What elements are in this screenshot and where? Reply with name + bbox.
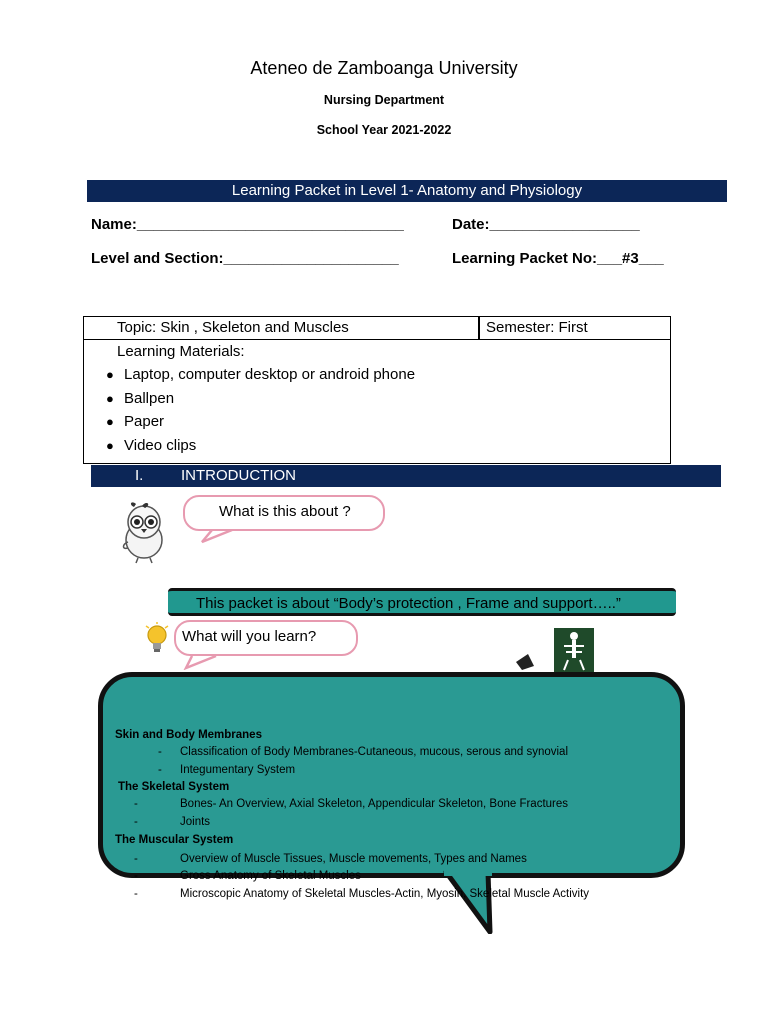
topic-info-table [83, 316, 671, 464]
material-item: Video clips [124, 436, 197, 454]
list-item [106, 387, 415, 411]
lightbulb-icon [144, 622, 170, 656]
semester-label: Semester: First [486, 319, 588, 336]
topic-row [84, 317, 670, 340]
packet-number-field: Learning Packet No:___#3___ [452, 250, 664, 267]
outline-item: Classification of Body Membranes-Cutaneous, mucous, serous and synovial [180, 746, 568, 758]
material-item: Paper [124, 413, 165, 430]
what-about-bubble [183, 495, 385, 531]
learning-materials-label: Learning Materials: [117, 343, 245, 360]
school-year: School Year 2021-2022 [316, 123, 452, 137]
what-learn-bubble [174, 620, 358, 656]
skin-title: Skin and Body Membranes [115, 729, 262, 741]
list-item [106, 434, 415, 458]
table-divider [478, 317, 480, 339]
dash-icon: - [134, 870, 138, 882]
outline-item: Bones- An Overview, Axial Skeleton, Appendicular Skeleton, Bone Fractures [180, 798, 569, 810]
department-name: Nursing Department [323, 93, 445, 107]
box-tail-icon [440, 868, 500, 934]
bullet-icon: ● [106, 414, 114, 429]
outline-item: Overview of Muscle Tissues, Muscle movements, Types and Names [180, 853, 527, 865]
outline-item: Microscopic Anatomy of Skeletal Muscles-Actin, Myosin, Skeletal Muscle Activity [180, 888, 590, 900]
list-item [106, 363, 415, 387]
material-item: Laptop, computer desktop or android phone [124, 366, 416, 383]
dash-icon: - [134, 853, 138, 865]
banner-text: This packet is about “Body’s protection , Frame and support…..” [196, 595, 621, 612]
university-name: Ateneo de Zamboanga University [250, 58, 518, 78]
list-item [106, 410, 415, 434]
outline-item: Gross Anatomy of Skeletal Muscles [180, 870, 361, 882]
packet-title-bar: Learning Packet in Level 1- Anatomy and Physiology [87, 180, 727, 202]
bullet-icon: ● [106, 437, 114, 453]
topic-label: Topic: Skin , Skeleton and Muscles [117, 319, 349, 336]
section-number: I. [135, 467, 144, 484]
packet-about-banner [168, 588, 676, 616]
bullet-icon: ● [106, 367, 114, 382]
what-learn-text: What will you learn? [182, 628, 317, 645]
bullet-icon: ● [106, 390, 114, 406]
material-item: Ballpen [124, 389, 175, 407]
name-field: Name:________________________________ [91, 216, 404, 233]
skeleton-chart-icon [516, 626, 596, 672]
dash-icon: - [158, 746, 162, 758]
date-field: Date:__________________ [452, 216, 640, 233]
outline-item: Integumentary System [180, 764, 296, 776]
section-title: INTRODUCTION [181, 467, 296, 484]
dash-icon: - [134, 888, 138, 900]
outline-item: Joints [180, 816, 211, 828]
level-section-field: Level and Section:_____________________ [91, 250, 399, 267]
section-heading-bar [91, 465, 721, 487]
dash-icon: - [134, 798, 138, 810]
owl-mascot-icon [112, 498, 176, 564]
skeletal-title: The Skeletal System [118, 781, 230, 793]
what-about-text: What is this about ? [219, 503, 351, 520]
dash-icon: - [158, 764, 162, 776]
dash-icon: - [134, 816, 138, 828]
learning-materials-list [106, 363, 415, 457]
muscular-title: The Muscular System [115, 834, 234, 846]
